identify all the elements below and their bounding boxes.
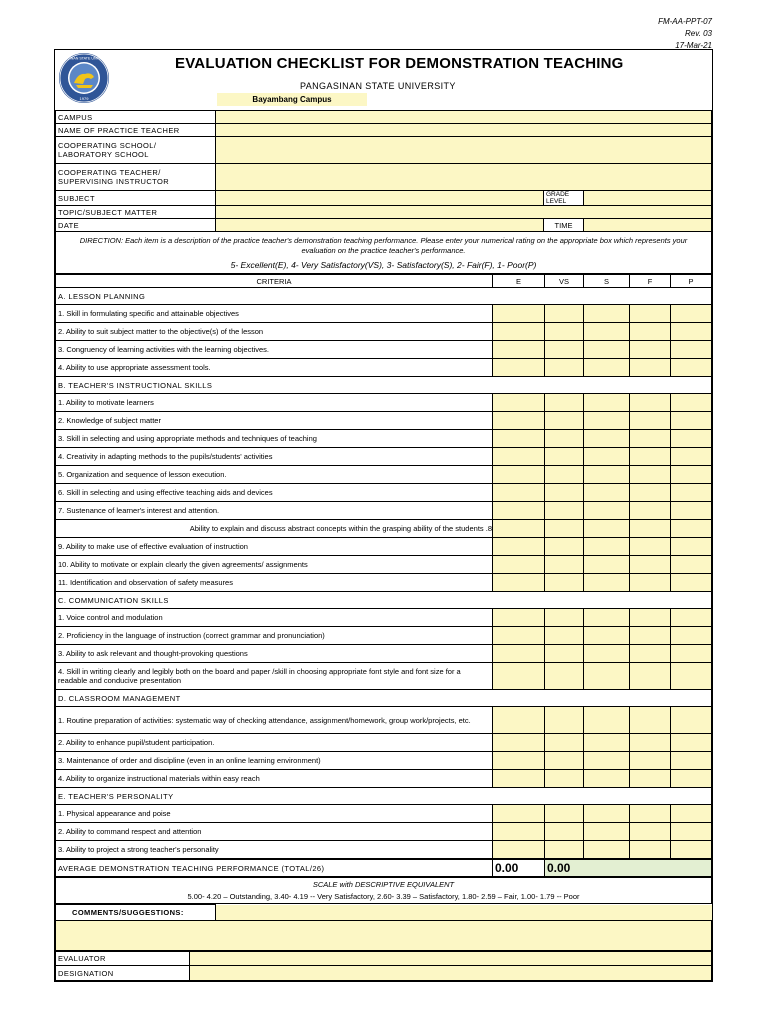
rating-cell-p[interactable] bbox=[671, 520, 712, 538]
rating-cell-f[interactable] bbox=[630, 841, 671, 859]
rating-cell-p[interactable] bbox=[671, 394, 712, 412]
criteria-row bbox=[56, 707, 712, 734]
scale-text: 5.00- 4.20 – Outstanding, 3.40- 4.19 -- Very Satisfactory, 2.60- 3.39 – Satisfactory, 1.80- 2.59 – Fair, 1.00- 1.79 -- Poor bbox=[187, 891, 580, 901]
section-title: B. TEACHER'S INSTRUCTIONAL SKILLS bbox=[56, 377, 712, 394]
rating-cell-s[interactable] bbox=[584, 359, 630, 377]
rating-cell-f[interactable] bbox=[630, 341, 671, 359]
signature-table bbox=[55, 951, 712, 981]
rating-cell-vs[interactable] bbox=[545, 663, 584, 690]
section-header-c bbox=[56, 592, 712, 609]
criteria-row bbox=[56, 502, 712, 520]
cooperating-teacher-input[interactable] bbox=[216, 164, 712, 191]
rating-cell-f[interactable] bbox=[630, 734, 671, 752]
rating-cell-s[interactable] bbox=[584, 430, 630, 448]
form-revision: Rev. 03 bbox=[685, 29, 712, 38]
rating-cell-f[interactable] bbox=[630, 484, 671, 502]
info-table bbox=[55, 110, 712, 274]
rating-cell-e[interactable] bbox=[493, 520, 545, 538]
rating-cell-f[interactable] bbox=[630, 556, 671, 574]
rating-cell-f[interactable] bbox=[630, 323, 671, 341]
direction-text: DIRECTION: Each item is a description of the practice teacher's demonstration teaching performance. Please enter your numerical rating on the appropriate box which represents your evaluation on the practice teacher's performance. bbox=[79, 235, 688, 255]
average-value: 0.00 bbox=[493, 860, 545, 877]
criteria-row bbox=[56, 359, 712, 377]
rating-cell-p[interactable] bbox=[671, 323, 712, 341]
comments-label: COMMENTS/SUGGESTIONS: bbox=[56, 905, 216, 921]
date-label: DATE bbox=[56, 219, 216, 232]
rating-cell-p[interactable] bbox=[671, 805, 712, 823]
criteria-row bbox=[56, 805, 712, 823]
criteria-item: 2. Ability to enhance pupil/student participation. bbox=[56, 734, 493, 752]
rating-cell-s[interactable] bbox=[584, 627, 630, 645]
rating-cell-s[interactable] bbox=[584, 520, 630, 538]
criteria-item: 2. Knowledge of subject matter bbox=[56, 412, 493, 430]
rating-cell-p[interactable] bbox=[671, 770, 712, 788]
rating-cell-s[interactable] bbox=[584, 841, 630, 859]
header-p: P bbox=[671, 275, 712, 288]
topic-input[interactable] bbox=[216, 206, 712, 219]
criteria-header-row bbox=[56, 275, 712, 288]
rating-cell-f[interactable] bbox=[630, 394, 671, 412]
rating-cell-vs[interactable] bbox=[545, 645, 584, 663]
rating-cell-e[interactable] bbox=[493, 574, 545, 592]
form-number: FM-AA-PPT-07 bbox=[658, 17, 712, 26]
direction-cell bbox=[56, 232, 712, 274]
rating-cell-vs[interactable] bbox=[545, 502, 584, 520]
criteria-table bbox=[55, 274, 712, 859]
rating-cell-vs[interactable] bbox=[545, 556, 584, 574]
cooperating-teacher-label: COOPERATING TEACHER/ SUPERVISING INSTRUCTOR bbox=[56, 164, 216, 191]
rating-cell-p[interactable] bbox=[671, 663, 712, 690]
rating-cell-s[interactable] bbox=[584, 823, 630, 841]
criteria-item: 3. Skill in selecting and using appropriate methods and techniques of teaching bbox=[56, 430, 493, 448]
rating-cell-f[interactable] bbox=[630, 574, 671, 592]
rating-cell-p[interactable] bbox=[671, 502, 712, 520]
rating-cell-vs[interactable] bbox=[545, 538, 584, 556]
rating-cell-f[interactable] bbox=[630, 359, 671, 377]
rating-cell-s[interactable] bbox=[584, 466, 630, 484]
rating-cell-p[interactable] bbox=[671, 841, 712, 859]
rating-cell-p[interactable] bbox=[671, 734, 712, 752]
header-s: S bbox=[584, 275, 630, 288]
rating-cell-s[interactable] bbox=[584, 645, 630, 663]
criteria-row bbox=[56, 448, 712, 466]
rating-cell-e[interactable] bbox=[493, 305, 545, 323]
rating-cell-vs[interactable] bbox=[545, 609, 584, 627]
criteria-row bbox=[56, 734, 712, 752]
criteria-row bbox=[56, 430, 712, 448]
criteria-item: 5. Organization and sequence of lesson execution. bbox=[56, 466, 493, 484]
rating-cell-vs[interactable] bbox=[545, 823, 584, 841]
rating-cell-f[interactable] bbox=[630, 305, 671, 323]
rating-cell-e[interactable] bbox=[493, 609, 545, 627]
rating-cell-f[interactable] bbox=[630, 805, 671, 823]
rating-cell-s[interactable] bbox=[584, 556, 630, 574]
criteria-row bbox=[56, 609, 712, 627]
criteria-row bbox=[56, 556, 712, 574]
cooperating-school-label: COOPERATING SCHOOL/ LABORATORY SCHOOL bbox=[56, 137, 216, 164]
criteria-item: 7. Sustenance of learner's interest and attention. bbox=[56, 502, 493, 520]
rating-scale-legend: 5- Excellent(E), 4- Very Satisfactory(VS), 3- Satisfactory(S), 2- Fair(F), 1- Poor(P) bbox=[230, 259, 537, 270]
rating-cell-s[interactable] bbox=[584, 734, 630, 752]
evaluation-sheet bbox=[54, 49, 713, 982]
criteria-row bbox=[56, 645, 712, 663]
criteria-row bbox=[56, 538, 712, 556]
criteria-item: 3. Ability to project a strong teacher's personality bbox=[56, 841, 493, 859]
rating-cell-vs[interactable] bbox=[545, 770, 584, 788]
rating-cell-s[interactable] bbox=[584, 341, 630, 359]
rating-cell-p[interactable] bbox=[671, 538, 712, 556]
rating-cell-f[interactable] bbox=[630, 627, 671, 645]
criteria-row bbox=[56, 841, 712, 859]
criteria-row bbox=[56, 394, 712, 412]
rating-cell-vs[interactable] bbox=[545, 305, 584, 323]
rating-cell-e[interactable] bbox=[493, 770, 545, 788]
criteria-item: 3. Congruency of learning activities with the learning objectives. bbox=[56, 341, 493, 359]
campus-input[interactable] bbox=[216, 111, 712, 124]
criteria-header: CRITERIA bbox=[56, 275, 493, 288]
section-header-d bbox=[56, 690, 712, 707]
header-f: F bbox=[630, 275, 671, 288]
campus-name: Bayambang Campus bbox=[217, 93, 367, 106]
criteria-row bbox=[56, 412, 712, 430]
rating-cell-p[interactable] bbox=[671, 430, 712, 448]
subject-label: SUBJECT bbox=[56, 191, 216, 206]
evaluator-input[interactable] bbox=[190, 952, 712, 966]
rating-cell-s[interactable] bbox=[584, 323, 630, 341]
rating-cell-p[interactable] bbox=[671, 645, 712, 663]
rating-cell-f[interactable] bbox=[630, 502, 671, 520]
rating-cell-p[interactable] bbox=[671, 752, 712, 770]
cooperating-school-input[interactable] bbox=[216, 137, 712, 164]
rating-cell-f[interactable] bbox=[630, 609, 671, 627]
rating-cell-p[interactable] bbox=[671, 466, 712, 484]
rating-cell-s[interactable] bbox=[584, 412, 630, 430]
rating-cell-e[interactable] bbox=[493, 556, 545, 574]
header bbox=[55, 50, 712, 110]
grade-level-label: GRADE LEVEL bbox=[544, 191, 584, 206]
rating-cell-e[interactable] bbox=[493, 502, 545, 520]
rating-cell-vs[interactable] bbox=[545, 805, 584, 823]
rating-cell-vs[interactable] bbox=[545, 484, 584, 502]
university-name: PANGASINAN STATE UNIVERSITY bbox=[300, 81, 456, 91]
rating-cell-e[interactable] bbox=[493, 394, 545, 412]
grade-level-input[interactable] bbox=[584, 191, 712, 206]
rating-cell-vs[interactable] bbox=[545, 466, 584, 484]
rating-cell-e[interactable] bbox=[493, 323, 545, 341]
rating-cell-e[interactable] bbox=[493, 448, 545, 466]
criteria-row bbox=[56, 305, 712, 323]
criteria-row bbox=[56, 574, 712, 592]
comments-table bbox=[55, 904, 712, 951]
criteria-item: 9. Ability to make use of effective evaluation of instruction bbox=[56, 538, 493, 556]
rating-cell-p[interactable] bbox=[671, 484, 712, 502]
rating-cell-vs[interactable] bbox=[545, 520, 584, 538]
rating-cell-p[interactable] bbox=[671, 412, 712, 430]
criteria-item: 1. Routine preparation of activities: systematic way of checking attendance, assignment/homework, group work/projects, etc. bbox=[56, 707, 493, 734]
section-header-e bbox=[56, 788, 712, 805]
section-header-b bbox=[56, 377, 712, 394]
rating-cell-e[interactable] bbox=[493, 466, 545, 484]
seal-text: PANGASINAN STATE UNIVERSITY bbox=[55, 56, 113, 61]
rating-cell-p[interactable] bbox=[671, 341, 712, 359]
designation-input[interactable] bbox=[190, 966, 712, 981]
rating-cell-f[interactable] bbox=[630, 466, 671, 484]
criteria-item: 3. Ability to ask relevant and thought-provoking questions bbox=[56, 645, 493, 663]
rating-cell-s[interactable] bbox=[584, 574, 630, 592]
rating-cell-p[interactable] bbox=[671, 448, 712, 466]
rating-cell-s[interactable] bbox=[584, 394, 630, 412]
criteria-item: 1. Voice control and modulation bbox=[56, 609, 493, 627]
practice-teacher-label: NAME OF PRACTICE TEACHER bbox=[56, 124, 216, 137]
rating-cell-f[interactable] bbox=[630, 707, 671, 734]
criteria-item: 4. Ability to use appropriate assessment tools. bbox=[56, 359, 493, 377]
rating-cell-p[interactable] bbox=[671, 823, 712, 841]
rating-cell-vs[interactable] bbox=[545, 574, 584, 592]
rating-cell-s[interactable] bbox=[584, 805, 630, 823]
header-e: E bbox=[493, 275, 545, 288]
rating-cell-e[interactable] bbox=[493, 645, 545, 663]
criteria-item: 6. Skill in selecting and using effective teaching aids and devices bbox=[56, 484, 493, 502]
rating-cell-vs[interactable] bbox=[545, 752, 584, 770]
comments-input[interactable] bbox=[56, 921, 712, 951]
rating-cell-e[interactable] bbox=[493, 412, 545, 430]
criteria-item: 1. Ability to motivate learners bbox=[56, 394, 493, 412]
time-label: TIME bbox=[544, 219, 584, 232]
rating-cell-vs[interactable] bbox=[545, 412, 584, 430]
criteria-row bbox=[56, 823, 712, 841]
rating-cell-f[interactable] bbox=[630, 752, 671, 770]
form-code bbox=[658, 16, 712, 52]
criteria-item: 3. Maintenance of order and discipline (even in an online learning environment) bbox=[56, 752, 493, 770]
section-header-a bbox=[56, 288, 712, 305]
section-title: E. TEACHER'S PERSONALITY bbox=[56, 788, 712, 805]
rating-cell-f[interactable] bbox=[630, 823, 671, 841]
page-title: EVALUATION CHECKLIST FOR DEMONSTRATION TEACHING bbox=[175, 55, 624, 72]
rating-cell-vs[interactable] bbox=[545, 734, 584, 752]
criteria-item: 4. Ability to organize instructional materials within easy reach bbox=[56, 770, 493, 788]
rating-cell-f[interactable] bbox=[630, 430, 671, 448]
campus-label: CAMPUS bbox=[56, 111, 216, 124]
rating-cell-e[interactable] bbox=[493, 341, 545, 359]
rating-cell-p[interactable] bbox=[671, 359, 712, 377]
evaluator-label: EVALUATOR bbox=[56, 952, 190, 966]
rating-cell-s[interactable] bbox=[584, 484, 630, 502]
rating-cell-vs[interactable] bbox=[545, 627, 584, 645]
criteria-item: 1. Physical appearance and poise bbox=[56, 805, 493, 823]
rating-cell-f[interactable] bbox=[630, 538, 671, 556]
rating-cell-s[interactable] bbox=[584, 770, 630, 788]
rating-cell-vs[interactable] bbox=[545, 841, 584, 859]
topic-label: TOPIC/SUBJECT MATTER bbox=[56, 206, 216, 219]
criteria-item: 2. Ability to suit subject matter to the objective(s) of the lesson bbox=[56, 323, 493, 341]
rating-cell-vs[interactable] bbox=[545, 323, 584, 341]
criteria-item: 2. Ability to command respect and attention bbox=[56, 823, 493, 841]
rating-cell-f[interactable] bbox=[630, 520, 671, 538]
rating-cell-e[interactable] bbox=[493, 627, 545, 645]
rating-cell-f[interactable] bbox=[630, 645, 671, 663]
rating-cell-f[interactable] bbox=[630, 448, 671, 466]
rating-cell-f[interactable] bbox=[630, 770, 671, 788]
average-label: AVERAGE DEMONSTRATION TEACHING PERFORMANCE (TOTAL/26) bbox=[56, 860, 493, 877]
rating-cell-e[interactable] bbox=[493, 734, 545, 752]
rating-cell-s[interactable] bbox=[584, 305, 630, 323]
practice-teacher-input[interactable] bbox=[216, 124, 712, 137]
rating-cell-vs[interactable] bbox=[545, 448, 584, 466]
scale-table bbox=[55, 877, 712, 904]
rating-cell-vs[interactable] bbox=[545, 430, 584, 448]
rating-cell-e[interactable] bbox=[493, 430, 545, 448]
subject-input[interactable] bbox=[216, 191, 544, 206]
criteria-row bbox=[56, 752, 712, 770]
section-title: A. LESSON PLANNING bbox=[56, 288, 712, 305]
criteria-row bbox=[56, 466, 712, 484]
criteria-row bbox=[56, 520, 712, 538]
scale-cell bbox=[56, 878, 712, 904]
rating-cell-p[interactable] bbox=[671, 556, 712, 574]
rating-cell-vs[interactable] bbox=[545, 341, 584, 359]
rating-cell-p[interactable] bbox=[671, 574, 712, 592]
rating-cell-vs[interactable] bbox=[545, 707, 584, 734]
rating-cell-e[interactable] bbox=[493, 538, 545, 556]
criteria-row bbox=[56, 341, 712, 359]
rating-cell-p[interactable] bbox=[671, 609, 712, 627]
summary-table bbox=[55, 859, 712, 877]
criteria-item: 2. Proficiency in the language of instruction (correct grammar and pronunciation) bbox=[56, 627, 493, 645]
comments-label-fill bbox=[216, 905, 712, 921]
rating-cell-vs[interactable] bbox=[545, 394, 584, 412]
time-input[interactable] bbox=[584, 219, 712, 232]
rating-cell-e[interactable] bbox=[493, 707, 545, 734]
rating-cell-s[interactable] bbox=[584, 707, 630, 734]
rating-cell-f[interactable] bbox=[630, 412, 671, 430]
criteria-row bbox=[56, 484, 712, 502]
criteria-item: 11. Identification and observation of safety measures bbox=[56, 574, 493, 592]
criteria-item: 4. Skill in writing clearly and legibly both on the board and paper /skill in choosing appropriate font style and font size for a readable and conducive presentation bbox=[56, 663, 493, 690]
rating-cell-vs[interactable] bbox=[545, 359, 584, 377]
rating-cell-e[interactable] bbox=[493, 359, 545, 377]
criteria-row bbox=[56, 663, 712, 690]
criteria-row bbox=[56, 323, 712, 341]
scale-title: SCALE with DESCRIPTIVE EQUIVALENT bbox=[312, 879, 455, 889]
rating-cell-e[interactable] bbox=[493, 823, 545, 841]
average-value-2: 0.00 bbox=[545, 860, 712, 877]
rating-cell-e[interactable] bbox=[493, 841, 545, 859]
rating-cell-s[interactable] bbox=[584, 609, 630, 627]
rating-cell-p[interactable] bbox=[671, 305, 712, 323]
header-vs: VS bbox=[545, 275, 584, 288]
rating-cell-f[interactable] bbox=[630, 663, 671, 690]
seal-year: 1979 bbox=[79, 96, 89, 101]
rating-cell-p[interactable] bbox=[671, 707, 712, 734]
university-seal-logo bbox=[55, 52, 113, 104]
rating-cell-s[interactable] bbox=[584, 752, 630, 770]
rating-cell-e[interactable] bbox=[493, 805, 545, 823]
section-title: C. COMMUNICATION SKILLS bbox=[56, 592, 712, 609]
criteria-row bbox=[56, 770, 712, 788]
rating-cell-s[interactable] bbox=[584, 448, 630, 466]
criteria-item: 4. Creativity in adapting methods to the pupils/students' activities bbox=[56, 448, 493, 466]
form-date: 17-Mar-21 bbox=[675, 41, 712, 50]
criteria-row bbox=[56, 627, 712, 645]
rating-cell-p[interactable] bbox=[671, 627, 712, 645]
designation-label: DESIGNATION bbox=[56, 966, 190, 981]
criteria-item: 1. Skill in formulating specific and attainable objectives bbox=[56, 305, 493, 323]
criteria-item: 10. Ability to motivate or explain clearly the given agreements/ assignments bbox=[56, 556, 493, 574]
rating-cell-s[interactable] bbox=[584, 663, 630, 690]
rating-cell-e[interactable] bbox=[493, 484, 545, 502]
rating-cell-s[interactable] bbox=[584, 538, 630, 556]
rating-cell-e[interactable] bbox=[493, 752, 545, 770]
criteria-item: Ability to explain and discuss abstract concepts within the grasping ability of the students .8 bbox=[56, 520, 493, 538]
date-input[interactable] bbox=[216, 219, 544, 232]
rating-cell-s[interactable] bbox=[584, 502, 630, 520]
section-title: D. CLASSROOM MANAGEMENT bbox=[56, 690, 712, 707]
rating-cell-e[interactable] bbox=[493, 663, 545, 690]
